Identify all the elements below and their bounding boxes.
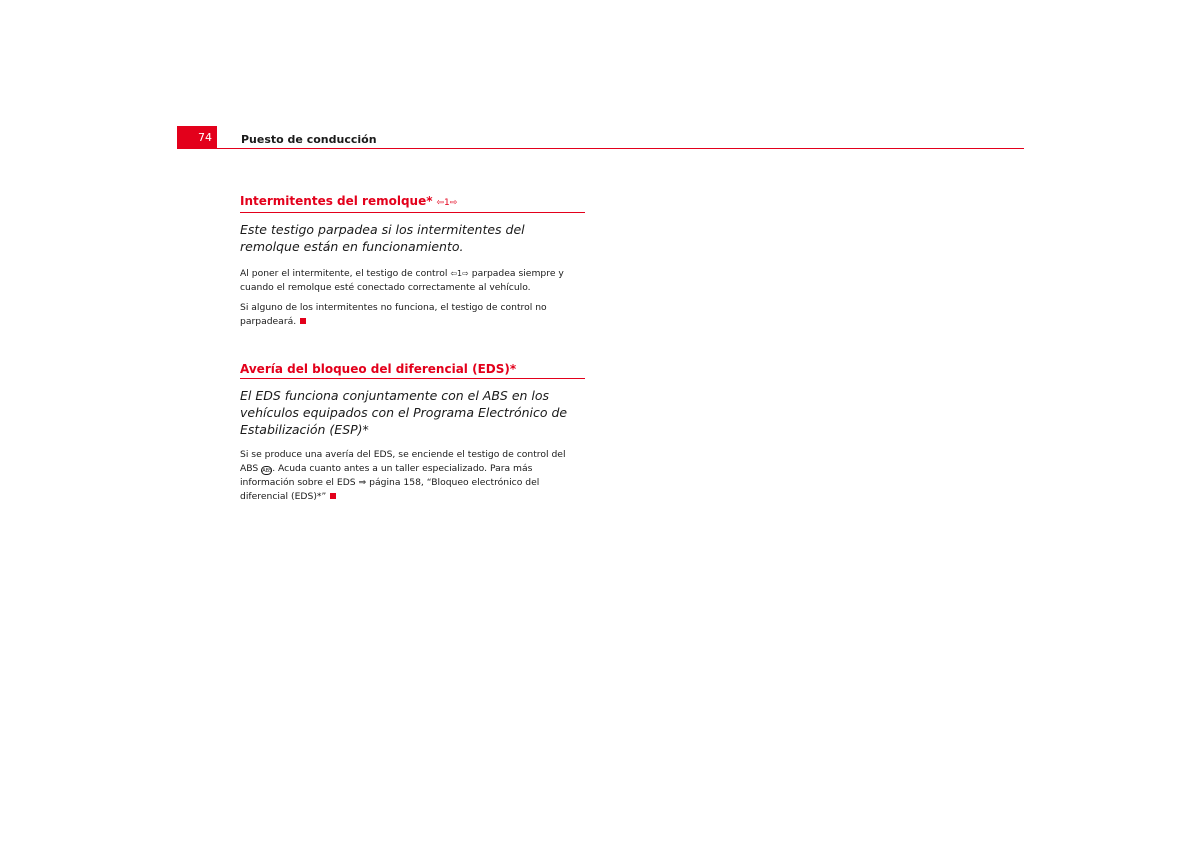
section-title xyxy=(240,362,585,379)
page-number: 74 xyxy=(177,126,217,149)
header-divider xyxy=(177,148,1024,149)
section-end-marker xyxy=(300,318,306,324)
section-title xyxy=(240,194,585,213)
section-trailer-indicators xyxy=(240,194,585,329)
turn-signal-icon: ⇦1⇨ xyxy=(436,198,458,208)
abs-warning-icon: ABS xyxy=(262,468,273,474)
chapter-title: Puesto de conducción xyxy=(241,133,377,146)
section-eds-failure xyxy=(240,362,585,504)
paragraph-text: Si alguno de los intermitentes no funciona, el testigo de control no parpadeará. xyxy=(240,302,547,327)
section-title-text: Avería del bloqueo del diferencial (EDS)* xyxy=(240,362,517,376)
paragraph xyxy=(240,267,585,295)
paragraph xyxy=(240,301,585,329)
paragraph-text: Al poner el intermitente, el testigo de control xyxy=(240,268,451,279)
turn-signal-icon: ⇦1⇨ xyxy=(450,269,469,278)
section-lead: El EDS funciona conjuntamente con el ABS en los vehículos equipados con el Programa Electrónico de Estabilización (ESP)* xyxy=(240,388,568,437)
section-title-text: Intermitentes del remolque* xyxy=(240,194,433,208)
paragraph-text: parpadea siempre y cuando el remolque esté conectado correctamente al vehículo. xyxy=(240,268,564,293)
section-lead: Este testigo parpadea si los intermitentes del remolque están en funcionamiento. xyxy=(240,222,525,254)
section-end-marker xyxy=(330,493,336,499)
paragraph xyxy=(240,448,585,504)
paragraph-text: . Acuda cuanto antes a un taller especializado. Para más información sobre el EDS ⇒ página 158, “Bloqueo electrónico del diferencial (EDS)*” xyxy=(240,463,540,502)
paragraph-text: Si se produce una avería del EDS, se enciende el testigo de control del ABS xyxy=(240,449,566,474)
